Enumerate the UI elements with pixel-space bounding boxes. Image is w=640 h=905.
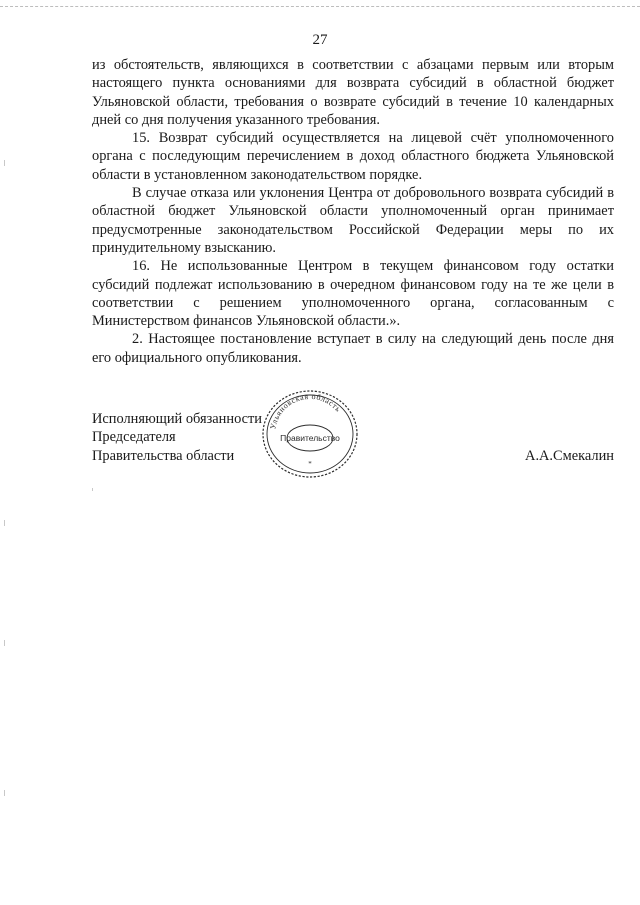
signer-position-line-1: Исполняющий обязанности [92, 411, 263, 427]
seal-center-text: Правительство [280, 433, 340, 443]
svg-text:Ульяновская область [268, 392, 343, 430]
signer-position-line-3: Правительства области [92, 447, 235, 464]
signer-name: А.А.Смекалин [525, 447, 614, 464]
paragraph-item-16: 16. Не использованные Центром в текущем финансовом году остатки субсидий подлежат использованию в очередном финансовом году на те же цели в соответствии с решением уполномоченного органа, согласованным с Министерством финансов Ульяновской области.». [92, 258, 614, 330]
paragraph-item-15: 15. Возврат субсидий осуществляется на лицевой счёт уполномоченного органа с последующим перечислением в доход областного бюджета Ульяновской области в установленном законодательством порядке. [92, 130, 614, 183]
scan-margin-mark [4, 520, 5, 526]
seal-ring-text: Ульяновская область [268, 391, 343, 431]
svg-text:*: * [308, 460, 312, 468]
page-top-edge [0, 6, 640, 7]
paragraph-continuation: из обстоятельств, являющихся в соответствии с абзацами первым или вторым настоящего пункта основаниями для возврата субсидий в областной бюджет Ульяновской области, требования о возврате субсидий в течение 10 календарных дней со дня получения указанного требования. [92, 57, 614, 128]
paragraph-refusal-case: В случае отказа или уклонения Центра от добровольного возврата субсидий в областной бюджет Ульяновской области уполномоченный орган принимает предусмотренные законодательством Российской Федерации меры по их принудительному взысканию. [92, 185, 614, 256]
page-number: 27 [312, 32, 328, 48]
official-seal-stamp [258, 386, 362, 482]
scan-margin-mark [4, 640, 5, 646]
scan-margin-mark [92, 488, 93, 491]
paragraph-effective-date: 2. Настоящее постановление вступает в силу на следующий день после дня его официального опубликования. [92, 331, 614, 366]
scan-margin-mark [4, 160, 5, 166]
scan-margin-mark [4, 790, 5, 796]
signer-position-line-2: Председателя [92, 429, 176, 446]
document-body [92, 56, 614, 367]
